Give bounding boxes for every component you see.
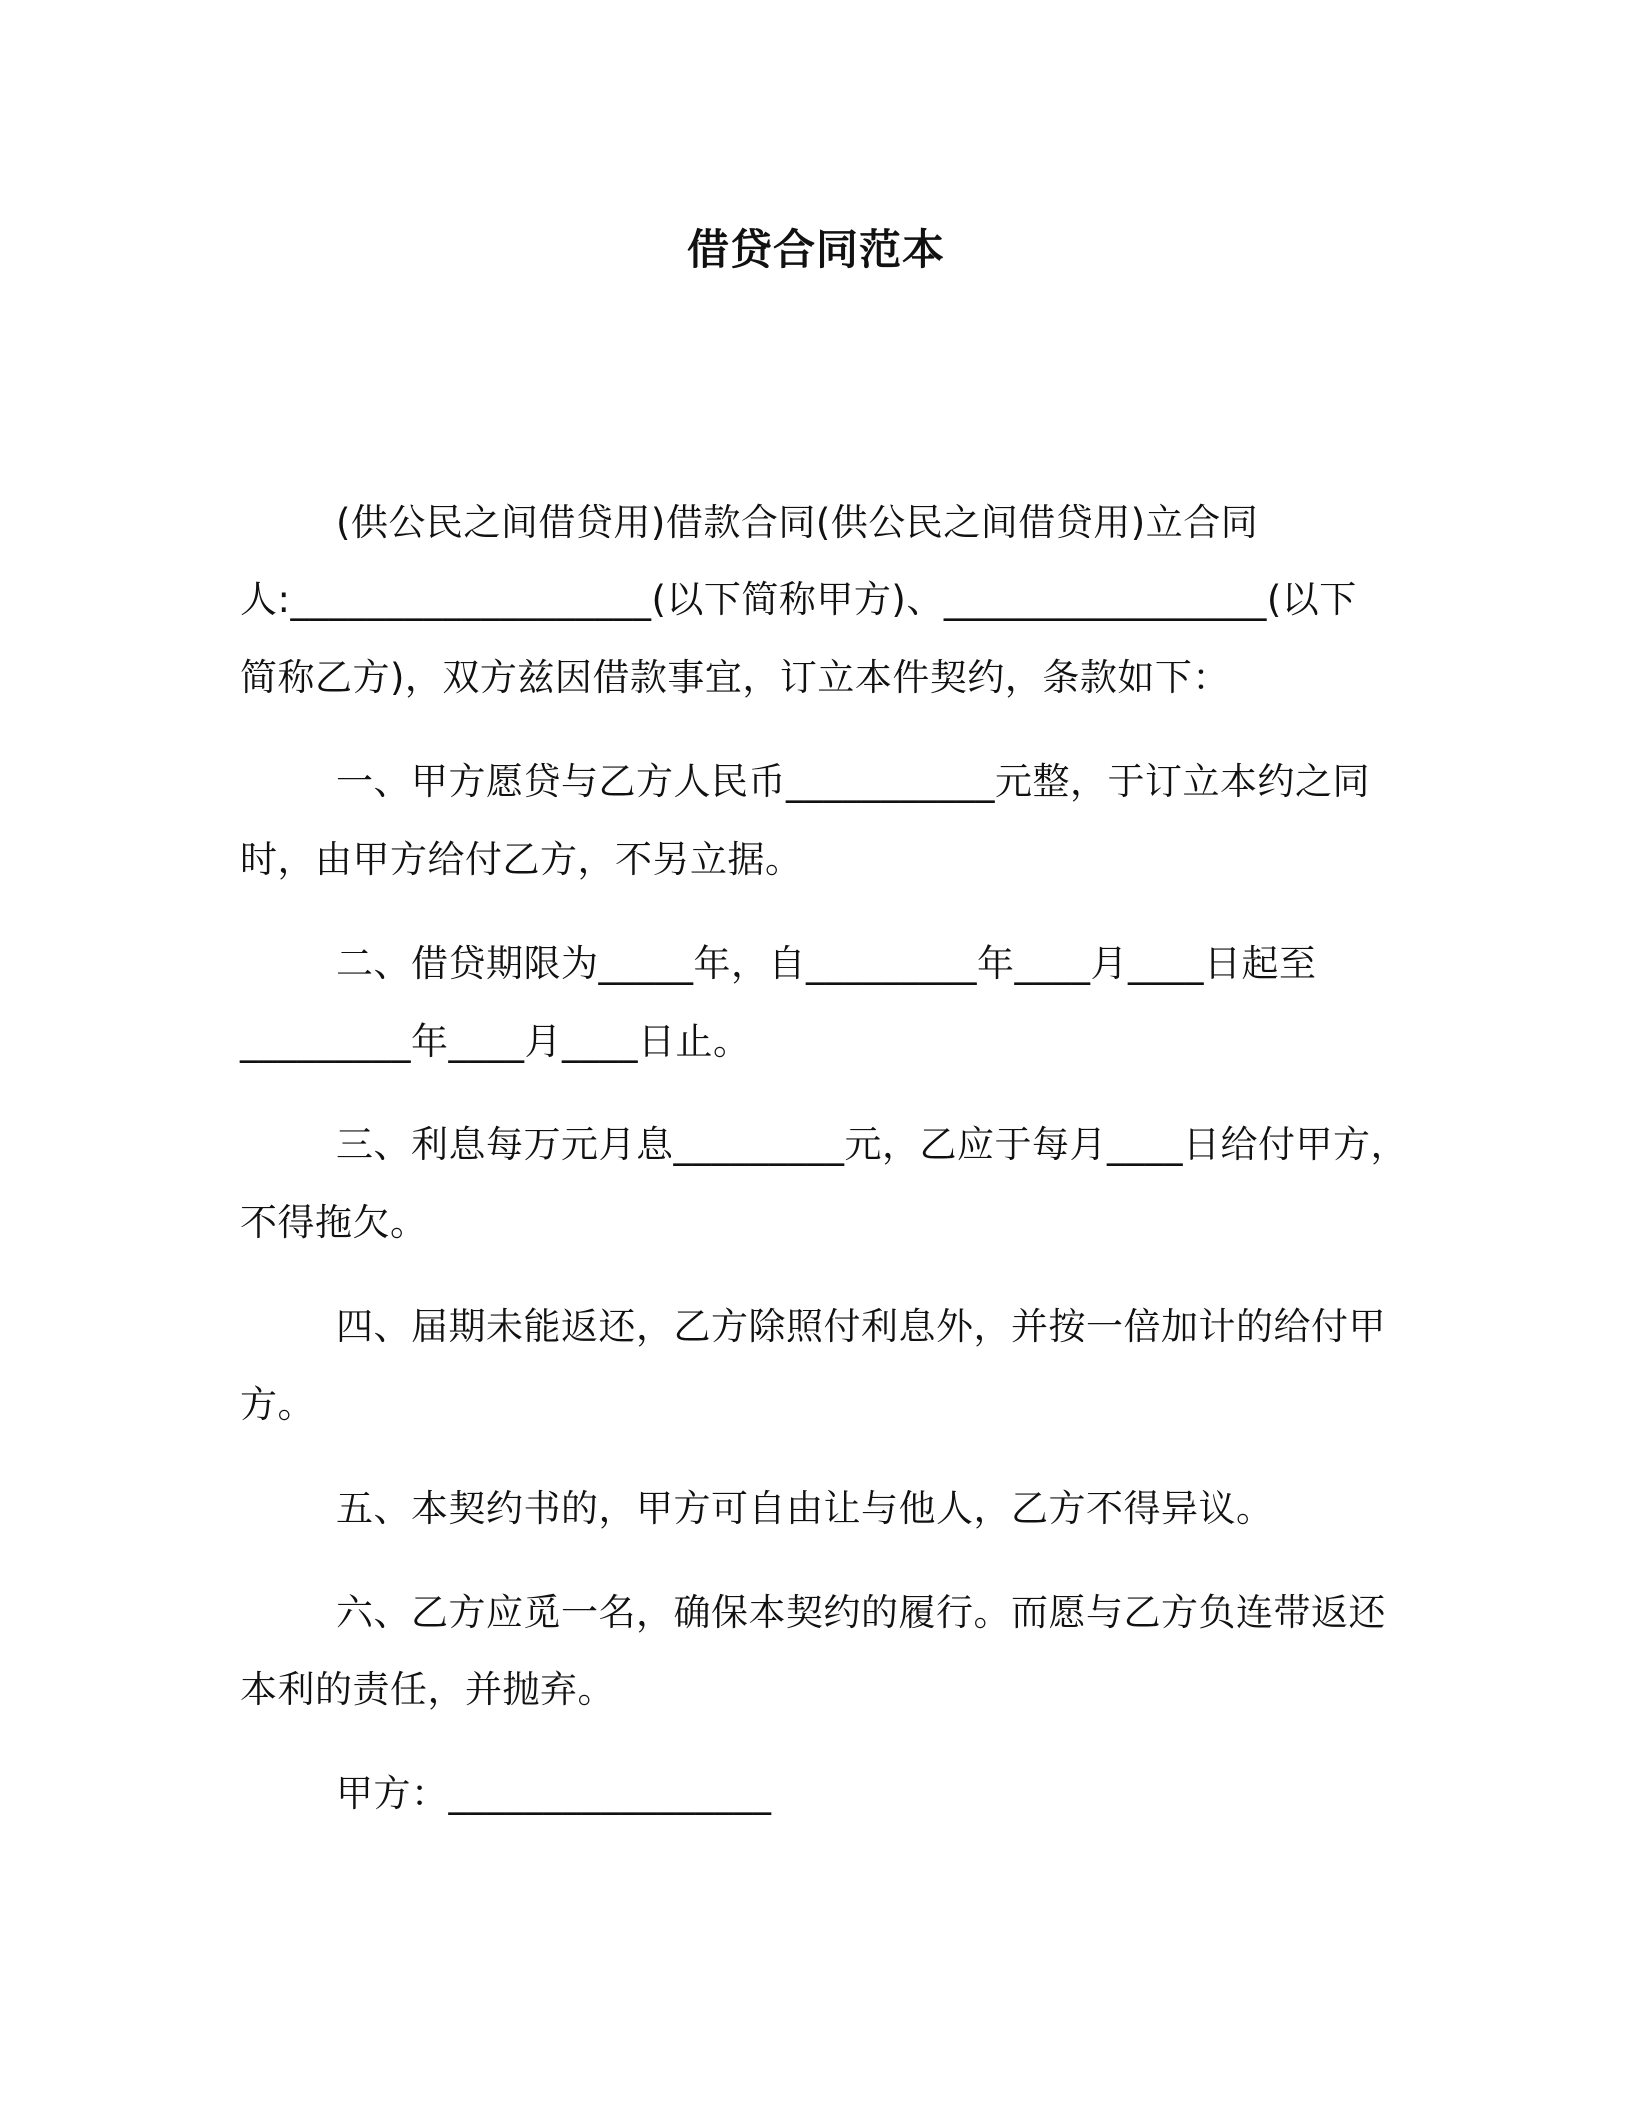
clause-2-line-1: 二、借贷期限为_____年，自_________年____月____日起至 (336, 942, 1317, 985)
clause-3-line-2: 不得拖欠。 (240, 1201, 428, 1244)
clause-1-line-1: 一、甲方愿贷与乙方人民币___________元整，于订立本约之同 (336, 760, 1370, 803)
clause-5-line-1: 五、本契约书的，甲方可自由让与他人，乙方不得异议。 (336, 1487, 1274, 1530)
paragraph-intro-line-1: (供公民之间借贷用)借款合同(供公民之间借贷用)立合同 (336, 501, 1259, 544)
clause-4-line-2: 方。 (240, 1383, 315, 1426)
clause-3-line-1: 三、利息每万元月息_________元，乙应于每月____日给付甲方， (336, 1123, 1408, 1166)
clause-1-line-2: 时，由甲方给付乙方，不另立据。 (240, 838, 803, 881)
clause-6-line-1: 六、乙方应觅一名，确保本契约的履行。而愿与乙方负连带返还 (336, 1591, 1386, 1634)
clause-2-line-2: _________年____月____日止。 (240, 1020, 751, 1063)
clause-4-line-1: 四、届期未能返还，乙方除照付利息外，并按一倍加计的给付甲 (336, 1305, 1386, 1348)
clause-6-line-2: 本利的责任，并抛弃。 (240, 1668, 615, 1711)
paragraph-intro-line-3: 简称乙方)，双方兹因借款事宜，订立本件契约，条款如下： (240, 656, 1230, 699)
paragraph-intro-line-2: 人:___________________(以下简称甲方)、_________________(以下 (240, 578, 1357, 621)
document-title: 借贷合同范本 (686, 225, 945, 274)
party-a-signature-line: 甲方：_________________ (336, 1772, 772, 1815)
